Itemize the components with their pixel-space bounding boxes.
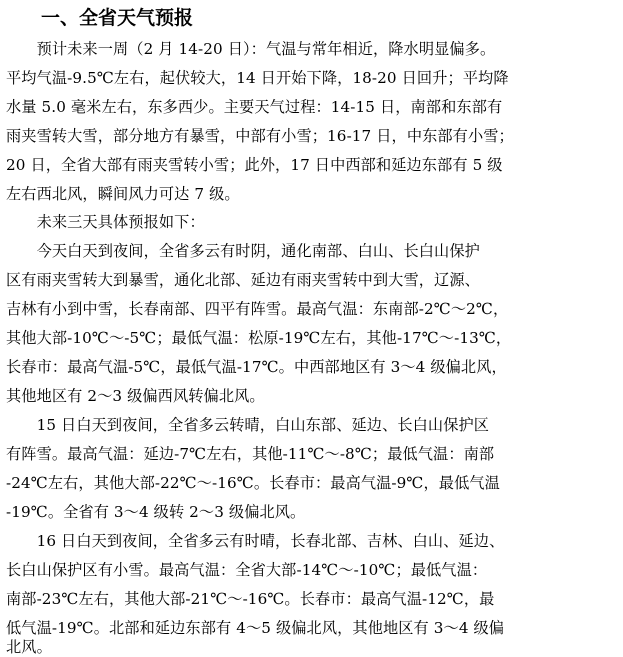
paragraph-line: 平均气温-9.5℃左右，起伏较大，14 日开始下降，18-20 日回升；平均降: [6, 69, 509, 87]
paragraph-line: -24℃左右，其他大部-22℃～-16℃。长春市：最高气温-9℃，最低气温: [6, 474, 500, 492]
paragraph-line: 低气温-19℃。北部和延边东部有 4～5 级偏北风，其他地区有 3～4 级偏: [6, 619, 505, 637]
paragraph-line: 南部-23℃左右，其他大部-21℃～-16℃。长春市：最高气温-12℃，最: [6, 590, 495, 608]
paragraph-line: 其他大部-10℃～-5℃；最低气温：松原-19℃左右，其他-17℃～-13℃，: [6, 329, 512, 347]
paragraph-line: 北风。: [6, 638, 52, 656]
section-heading: 一、全省天气预报: [41, 7, 194, 29]
paragraph-line: 区有雨夹雪转大到暴雪，通化北部、延边有雨夹雪转中到大雪，辽源、: [6, 271, 480, 289]
paragraph-line: 15 日白天到夜间，全省多云转晴，白山东部、延边、长白山保护区: [6, 416, 490, 434]
paragraph-line: 20 日，全省大部有雨夹雪转小雪；此外，17 日中西部和延边东部有 5 级: [6, 156, 503, 174]
paragraph-line: 有阵雪。最高气温：延边-7℃左右，其他-11℃～-8℃；最低气温：南部: [6, 445, 495, 463]
paragraph-line: 长春市：最高气温-5℃，最低气温-17℃。中西部地区有 3～4 级偏北风，: [6, 358, 507, 376]
paragraph-line: 预计未来一周（2 月 14-20 日）：气温与常年相近，降水明显偏多。: [6, 40, 496, 58]
paragraph-line: 吉林有小到中雪，长春南部、四平有阵雪。最高气温：东南部-2℃～2℃，: [6, 300, 509, 318]
paragraph-line: 16 日白天到夜间，全省多云有时晴，长春北部、吉林、白山、延边、: [6, 532, 505, 550]
paragraph-line: 水量 5.0 毫米左右，东多西少。主要天气过程：14-15 日，南部和东部有: [6, 98, 503, 116]
paragraph-line: 其他地区有 2～3 级偏西风转偏北风。: [6, 387, 265, 405]
paragraph-line: 左右西北风，瞬间风力可达 7 级。: [6, 185, 240, 203]
paragraph-line: 今天白天到夜间，全省多云有时阴，通化南部、白山、长白山保护: [6, 242, 480, 260]
paragraph-line: 长白山保护区有小雪。最高气温：全省大部-14℃～-10℃；最低气温：: [6, 561, 488, 579]
paragraph-line: 雨夹雪转大雪，部分地方有暴雪，中部有小雪；16-17 日，中东部有小雪；: [6, 127, 514, 145]
paragraph-line: 未来三天具体预报如下：: [6, 213, 205, 231]
paragraph-line: -19℃。全省有 3～4 级转 2～3 级偏北风。: [6, 503, 306, 521]
